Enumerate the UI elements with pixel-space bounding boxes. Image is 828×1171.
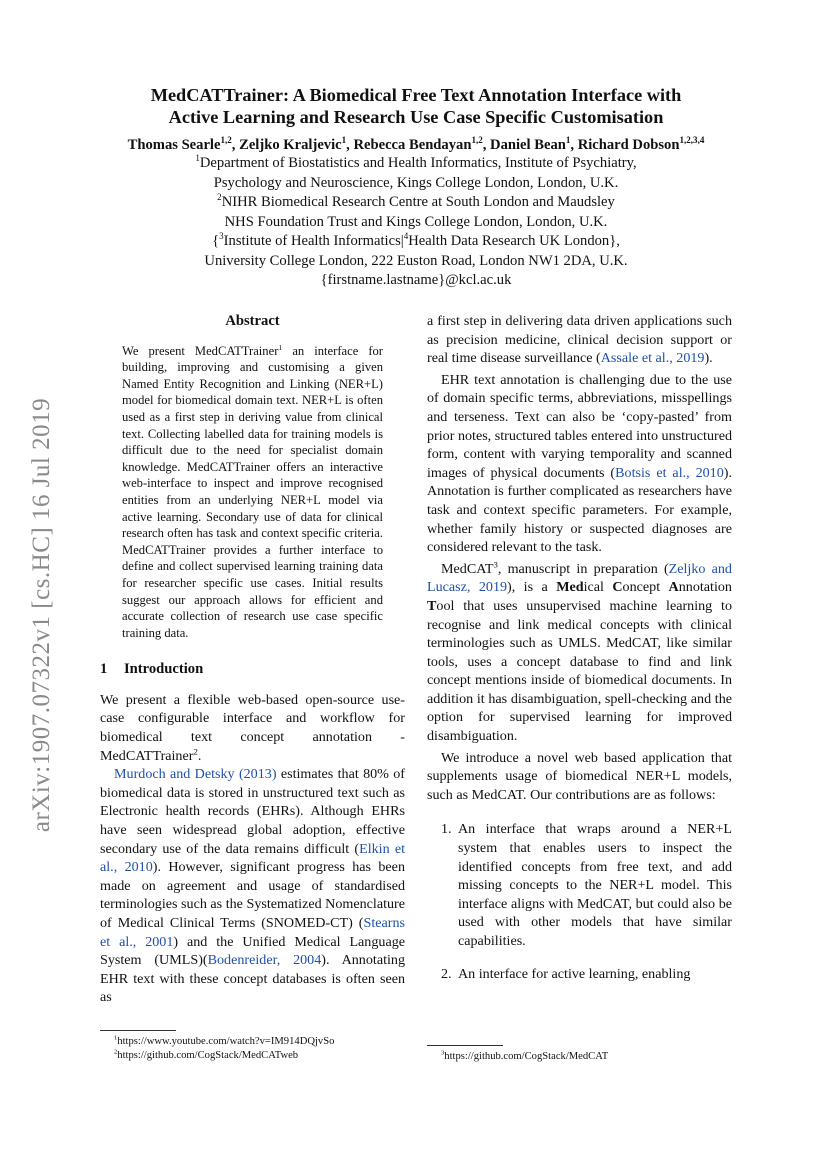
citation-link[interactable]: Zeljko and Lucasz, 2019 xyxy=(427,560,732,596)
contributions-list xyxy=(427,820,732,983)
affiliation-2-cont: NHS Foundation Trust and Kings College London, London, U.K. xyxy=(224,213,608,230)
paper-header xyxy=(80,84,752,291)
author: Daniel Bean$^1$, xyxy=(490,135,578,153)
left-column xyxy=(100,312,405,1007)
arxiv-watermark xyxy=(22,375,62,855)
abstract-heading: Abstract xyxy=(225,313,280,329)
citation-link[interactable]: Bodenreider, 2004 xyxy=(207,952,322,969)
author: Rebecca Bendayan$^{1,2}$, xyxy=(353,135,491,153)
right-paragraph-2: EHR text annotation is challenging due to the use of domain specific terms, abbreviations, misspellings and terseness. Text can also be ‘copy-pasted’ from prior notes, structured tables entered into unstructured form, content with varying temporality and scanned images of physical documents (Botsis et al., 2010). Annotation is further complicated as researchers have task and context specific parameters. For example, whether family history or suspected diagnoses are considered relevant to the task. xyxy=(427,371,732,556)
affiliation-1: $^1$Department of Biostatistics and Health Informatics, Institute of Psychiatry, xyxy=(195,153,637,171)
right-paragraph-4: We introduce a novel web based application that supplements usage of biomedical NER+L models, such as MedCAT. Our contributions are as follows: xyxy=(427,749,732,803)
citation-link[interactable]: Elkin et al., 2010 xyxy=(100,840,406,876)
right-paragraph-3: MedCAT$^3$, manuscript in preparation (Zeljko and Lucasz, 2019), is a Medical Concept Annotation Tool that uses unsupervised machine learning to recognise and link medical concepts with clinical terminologies such as UMLS. MedCAT, like similar tools, uses a concept database to find and link concept mentions inside of biomedical documents. In addition it has disambiguation, spell-checking and the option for supervised learning for improved disambiguation. xyxy=(427,559,732,745)
affiliation-3-cont: University College London, 222 Euston Road, London NW1 2DA, U.K. xyxy=(204,252,628,269)
affiliation-1-cont: Psychology and Neuroscience, Kings College London, London, U.K. xyxy=(213,174,619,191)
intro-paragraph-2: Murdoch and Detsky (2013) estimates that 80% of biomedical data is stored in unstructured text such as Electronic health records (EHRs). Although EHRs have seen widespread global adoption, effective secondary use of the data remains difficult (Elkin et al., 2010). However, significant progress has been made on agreement and usage of standardised terminologies such as the Systematized Nomenclature of Medical Clinical Terms (SNOMED-CT) (Stearns et al., 2001) and the Unified Medical Language System (UMLS)(Bodenreider, 2004). Annotating EHR text with these concept databases is often seen as xyxy=(100,766,406,1006)
author: Richard Dobson$^{1,2,3,4}$ xyxy=(577,135,705,153)
author: Thomas Searle$^{1,2}$, xyxy=(127,135,240,153)
footnotes-left xyxy=(114,1035,334,1062)
intro-paragraph-1: We present a flexible web-based open-source use-case configurable interface and workflow for biomedical text concept annotation - MedCATTrainer$^2$. xyxy=(100,691,405,764)
citation-link[interactable]: Murdoch and Detsky (2013) xyxy=(114,766,277,783)
arxiv-identifier: arXiv:1907.07322v1 [cs.HC] 16 Jul 2019 xyxy=(28,397,55,833)
citation-link[interactable]: Assale et al., 2019 xyxy=(600,350,705,367)
footnote-2: $^2$https://github.com/CogStack/MedCATweb xyxy=(114,1047,299,1061)
author-email: {firstname.lastname}@kcl.ac.uk xyxy=(320,272,512,288)
footnote-3: $^3$https://github.com/CogStack/MedCAT xyxy=(441,1049,609,1062)
section-heading-introduction: 1 Introduction xyxy=(100,661,204,678)
right-column xyxy=(427,312,732,997)
footnote-1: $^1$https://www.youtube.com/watch?v=IM914DQjvSo xyxy=(114,1034,335,1047)
footnote-rule-right xyxy=(427,1045,503,1046)
list-item: 2. An interface for active learning, enabling xyxy=(441,965,691,982)
citation-link[interactable]: Stearns et al., 2001 xyxy=(100,915,405,950)
affiliation-2: $^2$NIHR Biomedical Research Centre at South London and Maudsley xyxy=(217,192,615,210)
paper-title: MedCATTrainer: A Biomedical Free Text Annotation Interface with Active Learning and Research Use Case Specific Customisation xyxy=(150,85,682,127)
author: Zeljko Kraljevic$^1$, xyxy=(239,135,354,153)
author-list xyxy=(80,137,752,154)
right-paragraph-1: a first step in delivering data driven applications such as precision medicine, clinical decision support or real time disease surveillance (Assale et al., 2019). xyxy=(427,313,732,367)
affiliation-3-4: {$^3$Institute of Health $Informatics|^4Health$ Data Research UK London}, xyxy=(212,231,620,249)
citation-link[interactable]: Botsis et al., 2010 xyxy=(615,464,724,481)
footnotes-right xyxy=(441,1050,608,1064)
abstract-text: We present MedCATTrainer$^1$ an interface for building, improving and customising a given Named Entity Recognition and Linking (NER+L) model for biomedical domain text. NER+L is often used as a first step in deriving value from clinical text. Collecting labelled data for training models is difficult due to the need for specialist domain knowledge. MedCATTrainer offers an interactive web-interface to inspect and improve recognised entities from an underlying NER+L model via active learning. Secondary use of data for clinical research often has task and context specific criteria. MedCATTrainer provides a further interface to define and collect supervised learning training data for researcher specific use cases. Initial results suggest our approach allows for efficient and accurate collection of research use case specific training data. xyxy=(122,342,383,640)
list-item: 1. An interface that wraps around a NER+L system that enables users to inspect the identified concepts from free text, and add missing concepts to the NER+L model. This interface aligns with MedCAT, but could also be used with other models that have similar capabilities. xyxy=(441,821,732,949)
affiliations xyxy=(80,154,752,291)
footnote-rule-left xyxy=(100,1030,176,1031)
